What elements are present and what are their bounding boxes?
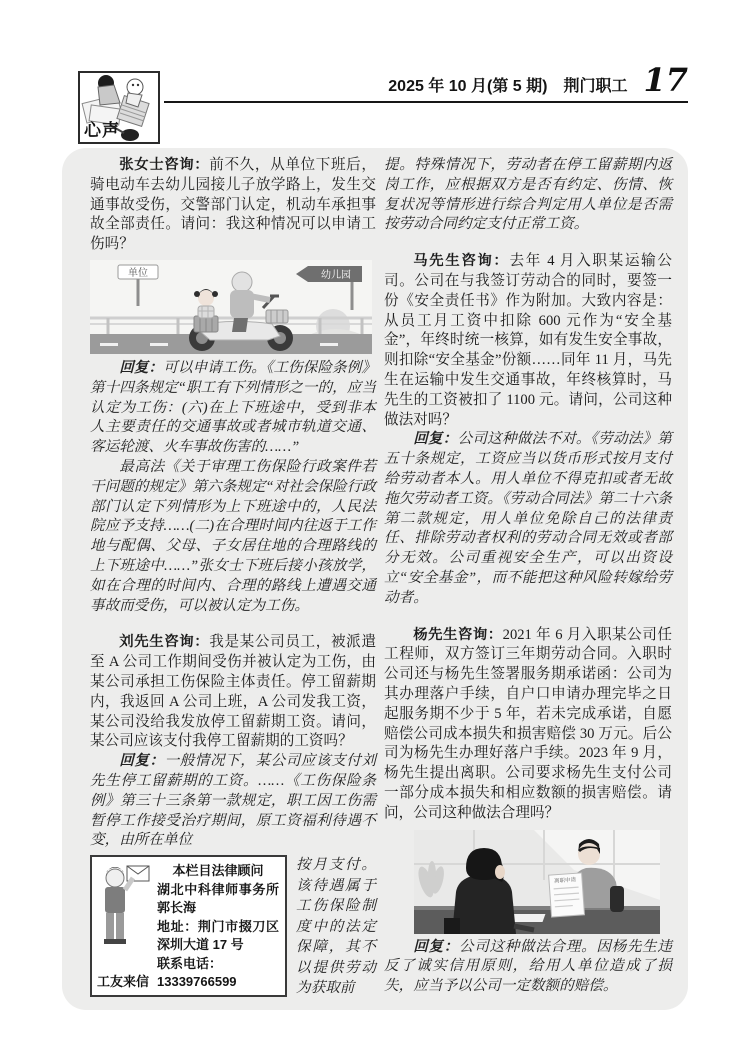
masthead bbox=[388, 61, 688, 99]
meeting-illustration bbox=[414, 830, 660, 934]
header-rule bbox=[164, 101, 688, 103]
sign-workplace: 单位 bbox=[128, 267, 148, 279]
advisor-firm: 湖北中科律师事务所 郭长海 bbox=[157, 881, 293, 916]
query-liu bbox=[90, 633, 376, 752]
sign-kindergarten: 幼儿园 bbox=[321, 269, 351, 281]
reply-liu-sidetext: 按月支付。该待遇属于工伤保险制度中的法定保障，其不以提供劳动为获取前 bbox=[296, 857, 376, 997]
reply-liu-label: 回复： bbox=[119, 753, 165, 770]
column-logo-box bbox=[78, 71, 160, 144]
document-title: 离职申请 bbox=[553, 876, 577, 885]
issue-info: 2025 年 10 月(第 5 期) bbox=[388, 78, 548, 95]
query-yang bbox=[384, 626, 672, 824]
reply-liu bbox=[90, 752, 376, 851]
left-column bbox=[90, 156, 376, 999]
qa-panel bbox=[62, 148, 688, 1010]
reply-yang bbox=[384, 938, 672, 997]
right-column bbox=[384, 156, 672, 997]
legal-advisor-box bbox=[90, 855, 293, 997]
advisor-row bbox=[90, 855, 376, 999]
reply-ma-text: 公司这种做法不对。《劳动法》第五十条规定，工资应当以货币形式按月支付给劳动者本人。用人单位不得克扣或者无故拖欠劳动者工资。《劳动合同法》第二十六条第二款规定，用人单位免除自己的法律责任、排除劳动者权利的劳动合同无效或者部分无效。公司重视安全生产，可以出资设立“安全基金”，而不能把这种风险转嫁给劳动者。 bbox=[384, 431, 672, 606]
query-zhang bbox=[90, 156, 376, 255]
figure-commute-scene bbox=[90, 260, 376, 354]
reply-zhang-label: 回复： bbox=[119, 359, 164, 376]
page-number: 17 bbox=[643, 61, 688, 99]
advisor-phone-label: 联系电话： bbox=[157, 955, 223, 971]
reply-yang-label: 回复： bbox=[413, 938, 459, 955]
query-yang-text: 2021 年 6 月入职某公司任工程师，双方签订三年期劳动合同。入职时公司还与杨先生签署服务期承诺函：公司为其办理落户手续，自户口申请办理完毕之日起服务期不少于 5 年，若未完成承诺，自愿赔偿公司成本损失和损害赔偿 30 万元。后公司为杨先生办理好落户手续。2023 年 9 月，杨先生提出离职。公司要求杨先生支付公司一部分成本损失和相应数额的损害赔偿。请问，公司这种做法合理吗？ bbox=[384, 626, 672, 821]
worker-letter-illustration bbox=[97, 862, 151, 954]
publication-name: 荆门职工 bbox=[563, 78, 628, 95]
query-liu-label: 刘先生咨询： bbox=[119, 634, 210, 651]
query-ma-label: 马先生咨询： bbox=[413, 253, 510, 270]
query-liu-text: 我是某公司员工，被派遣至 A 公司工作期间受伤并被认定为工伤，由某公司承担工伤保险主体责任。停工留薪期内，我返回 A 公司上班，A 公司发我工资，某公司没给我发放停工留薪期工资。请问，某公司应该支付我停工留薪期的工资吗？ bbox=[90, 634, 376, 750]
reply-liu-text: 一般情况下，某公司应该支付刘先生停工留薪期的工资。……《工伤保险条例》第三十三条第一款规定，职工因工伤需暂停工作接受治疗期间，原工资福利待遇不变，由所在单位 bbox=[90, 753, 376, 849]
reply-liu-continued: 提。特殊情况下，劳动者在停工留薪期内返岗工作，应根据双方是否有约定、伤情、恢复状况等情形进行综合判定用人单位是否需按劳动合同约定支付正常工资。 bbox=[384, 157, 672, 233]
query-ma bbox=[384, 252, 672, 430]
reply-zhang-text: 可以申请工伤。《工伤保险条例》第十四条规定“职工有下列情形之一的，应当认定为工伤：(六)在上下班途中，受到非本人主要责任的交通事故或者城市轨道交通、客运轮渡、火车事故伤害的……” bbox=[90, 359, 376, 456]
query-zhang-label: 张女士咨询： bbox=[119, 157, 210, 173]
advisor-caption: 工友来信 bbox=[97, 973, 150, 989]
reply-ma-label: 回复： bbox=[413, 431, 458, 448]
query-yang-label: 杨先生咨询： bbox=[413, 626, 503, 643]
advisor-phone: 13339766599 bbox=[157, 974, 237, 990]
advisor-figure bbox=[97, 862, 153, 992]
query-ma-text: 去年 4 月入职某运输公司。公司在与我签订劳动合的同时，要签一份《安全责任书》作为附加。大致内容是：从员工月工资中扣除 600 元作为“安全基金”，年终时统一核算，如有发生安全事故，则扣除“安全基金”份额……同年 11 月，马先生在运输中发生交通事故，年终核算时，马先生的工资被扣了 1100 元。请问，公司这种做法对吗？ bbox=[384, 253, 672, 428]
reply-liu-sidetext-wrap bbox=[296, 855, 376, 999]
column-logo-label: 心声 bbox=[84, 121, 120, 140]
reply-zhang bbox=[90, 359, 376, 458]
query-zhang-text: 前不久，从单位下班后，骑电动车去幼儿园接儿子放学路上，发生交通事故受伤，交警部门认定，机动车承担事故全部责任。请问：我这种情况可以申请工伤吗？ bbox=[90, 157, 376, 253]
advisor-info bbox=[157, 862, 293, 992]
reply-yang-text: 公司这种做法合理。因杨先生违反了诚实信用原则，给用人单位造成了损失，应当予以公司一定数额的赔偿。 bbox=[384, 938, 672, 995]
reply-zhang-part2: 最高法《关于审理工伤保险行政案件若干问题的规定》第六条规定“对社会保险行政部门认定下列情形为上下班途中的，人民法院应予支持……(二)在合理时间内往返于工作地与配偶、父母、子女居住地的合理路线的上下班途中……”张女士下班后接小孩放学，如在合理的时间内、合理的路线上遭遇交通事故而受伤，可以被认定为工伤。 bbox=[90, 458, 376, 614]
advisor-address: 地址：荆门市掇刀区深圳大道 17 号 bbox=[157, 918, 279, 953]
reply-ma bbox=[384, 430, 672, 608]
advisor-title: 本栏目法律顾问 bbox=[172, 863, 264, 879]
figure-meeting-scene bbox=[414, 830, 672, 934]
commute-illustration bbox=[90, 260, 372, 354]
